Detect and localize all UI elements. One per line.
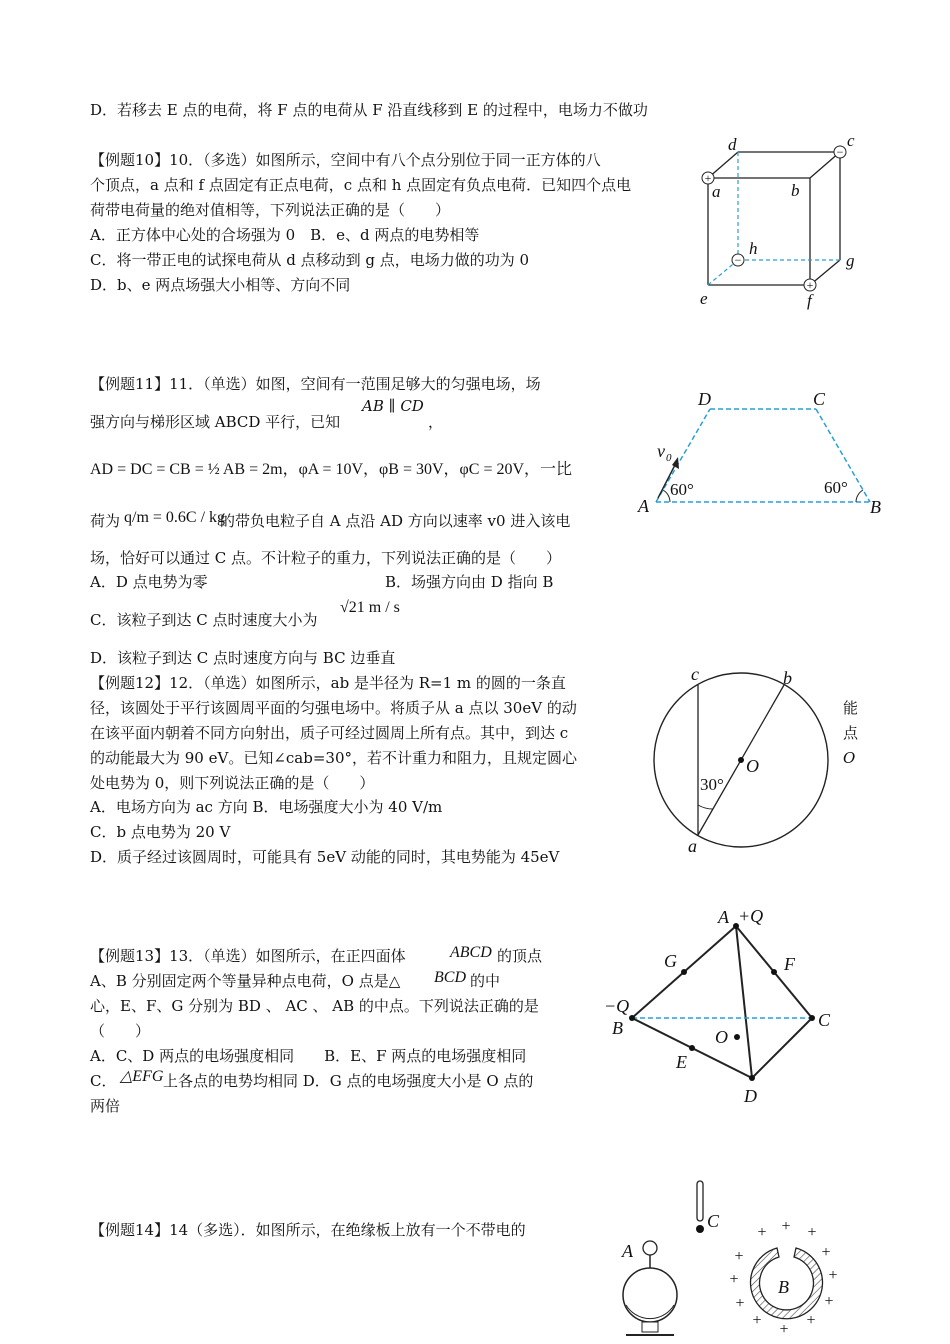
overflow-text: 点 <box>843 724 859 742</box>
option-line: D．b、e 两点场强大小相等、方向不同 <box>90 276 351 294</box>
option-line: A．电场方向为 ac 方向 B．电场强度大小为 40 V/m <box>90 798 443 816</box>
plus-charge-icon: + <box>807 1224 817 1241</box>
vertex-label: B <box>870 497 881 517</box>
text-line: 强方向与梯形区域 ABCD 平行，已知 <box>90 413 341 431</box>
rod-C <box>697 1181 703 1221</box>
text-line: 的中 <box>470 972 501 990</box>
center-point <box>738 757 744 763</box>
label-A: A <box>622 1241 633 1261</box>
midpoint-F <box>771 969 777 975</box>
minus-charge-icon: − <box>734 253 742 267</box>
plus-charge-icon: + <box>757 1224 767 1241</box>
option-line: 两倍 <box>90 1097 121 1115</box>
option-line: D．该粒子到达 C 点时速度方向与 BC 边垂直 <box>90 649 396 667</box>
text-line: 在该平面内朝着不同方向射出，质子可经过圆周上所有点。其中，到达 c <box>90 724 569 742</box>
option-line: A．D 点电势为零 <box>90 573 208 591</box>
vertex-label: c <box>847 131 855 150</box>
vertex-label: A <box>718 907 729 927</box>
vertex-label: b <box>791 181 800 200</box>
label-C: C <box>707 1211 720 1231</box>
option-line: C．该粒子到达 C 点时速度大小为 <box>90 611 318 629</box>
point-label: a <box>688 836 697 856</box>
text-line: 径，该圆处于平行该圆周平面的匀强电场中。将质子从 a 点以 30eV 的动 <box>90 699 577 717</box>
point-label: O <box>746 756 759 776</box>
electroscope-figure <box>600 1175 850 1344</box>
text-line: ， <box>428 413 444 431</box>
point-label: E <box>676 1052 687 1072</box>
cube-figure <box>690 130 870 310</box>
tetrahedron-figure <box>600 900 845 1110</box>
label-B: B <box>778 1277 789 1297</box>
overflow-text: 能 <box>843 699 859 717</box>
text-line: 荷带电荷量的绝对值相等，下列说法正确的是（ ） <box>90 201 451 219</box>
overflow-text: O <box>843 749 856 767</box>
example-14-title: 【例题14】14（多选）．如图所示，在绝缘板上放有一个不带电的 <box>90 1221 526 1239</box>
math-expression: ABCD <box>450 944 492 961</box>
text-line: 荷为 <box>90 512 121 530</box>
point-label: G <box>664 951 677 971</box>
plus-charge-icon: + <box>779 1321 789 1338</box>
option-line: A．C、D 两点的电场强度相同 B．E、F 两点的电场强度相同 <box>90 1047 527 1065</box>
minus-charge-icon: − <box>836 145 844 159</box>
math-expression: BCD <box>434 969 466 986</box>
example-11-title: 【例题11】11．（单选）如图，空间有一范围足够大的匀强电场，场 <box>90 375 541 393</box>
example-10-title: 【例题10】10．（多选）如图所示，空间中有八个点分别位于同一正方体的八 <box>90 151 601 169</box>
trapezoid-figure <box>630 385 895 525</box>
charge-label: −Q <box>604 996 630 1016</box>
text-line: 心，E、F、G 分别为 BD 、 AC 、 AB 的中点。下列说法正确的是 <box>90 997 539 1015</box>
vertex-label: B <box>612 1018 623 1038</box>
plus-charge-icon: + <box>806 1312 816 1329</box>
plus-charge-icon: + <box>752 1312 762 1329</box>
text-line: 处电势为 0，则下列说法正确的是（ ） <box>90 774 375 792</box>
center-point <box>734 1034 740 1040</box>
option-line: A．正方体中心处的合场强为 0 B．e、d 两点的电势相等 <box>90 226 480 244</box>
example-13-title: 【例题13】13．（单选）如图所示，在正四面体 <box>90 947 406 965</box>
point-label: O <box>715 1027 728 1047</box>
math-expression: AD = DC = CB = ½ AB = 2m，φA = 10V，φB = 30V，φC = 20V，一比 <box>90 461 573 478</box>
vertex-label: d <box>728 135 737 154</box>
option-line: 上各点的电势均相同 D．G 点的电场强度大小是 O 点的 <box>163 1072 534 1090</box>
text-line: A、B 分别固定两个等量异种点电荷，O 点是△ <box>90 972 401 990</box>
plus-charge-icon: + <box>828 1267 838 1284</box>
vertex-label: C <box>813 389 826 409</box>
plus-charge-icon: + <box>704 171 712 185</box>
text-line: （ ） <box>90 1022 151 1040</box>
plus-charge-icon: + <box>734 1248 744 1265</box>
text-line: 的顶点 <box>497 947 543 965</box>
math-expression: √21 m / s <box>340 599 400 616</box>
vertex-label: f <box>807 291 812 310</box>
example-12-title: 【例题12】12．（单选）如图所示，ab 是半径为 R=1 m 的圆的一条直 <box>90 674 566 692</box>
math-expression: △EFG <box>120 1068 164 1085</box>
arrowhead-icon <box>672 457 679 469</box>
midpoint-E <box>689 1045 695 1051</box>
plus-charge-icon: + <box>729 1271 739 1288</box>
circle-figure <box>645 660 845 860</box>
plus-charge-icon: + <box>781 1218 791 1235</box>
angle-label: 60° <box>670 480 694 499</box>
point-label: c <box>691 664 699 684</box>
plus-charge-icon: + <box>735 1295 745 1312</box>
option-line: C．b 点电势为 20 V <box>90 823 231 841</box>
charge-label: +Q <box>738 906 764 926</box>
angle-label: 60° <box>824 478 848 497</box>
option-line: C．将一带正电的试探电荷从 d 点移动到 g 点，电场力做的功为 0 <box>90 251 530 269</box>
text-line: 个顶点，a 点和 f 点固定有正点电荷，c 点和 h 点固定有负点电荷．已知四个点电 <box>90 176 632 194</box>
option-line: D．质子经过该圆周时，可能具有 5eV 动能的同时，其电势能为 45eV <box>90 848 560 866</box>
option-line: C． <box>90 1072 117 1090</box>
vertex-label: C <box>818 1010 831 1030</box>
option-line: B．场强方向由 D 指向 B <box>385 573 554 591</box>
point-label: b <box>783 668 792 688</box>
vertex-label: A <box>638 496 649 516</box>
velocity-label: v <box>657 441 665 461</box>
point-label: F <box>784 954 795 974</box>
plus-charge-icon: + <box>824 1293 834 1310</box>
vertex-label: h <box>749 239 758 258</box>
text-line: 场，恰好可以通过 C 点。不计粒子的重力，下列说法正确的是（ ） <box>90 549 562 567</box>
text-line: 的带负电粒子自 A 点沿 AD 方向以速率 v0 进入该电 <box>220 512 571 530</box>
angle-label: 30° <box>700 775 724 794</box>
plus-charge-icon: + <box>821 1244 831 1261</box>
math-expression: q/m = 0.6C / kg <box>124 509 226 526</box>
vertex-label: D <box>744 1086 757 1106</box>
vertex-label: e <box>700 289 708 308</box>
text-line: 的动能最大为 90 eV。已知∠cab=30°，若不计重力和阻力，且规定圆心 <box>90 749 578 767</box>
midpoint-G <box>681 969 687 975</box>
velocity-subscript: 0 <box>666 452 672 464</box>
vertex-label: g <box>846 251 855 270</box>
math-expression: AB ∥ CD <box>362 397 424 415</box>
plus-charge-icon: + <box>806 278 814 292</box>
text-line: D．若移去 E 点的电荷，将 F 点的电荷从 F 沿直线移到 E 的过程中，电场力不做功 <box>90 101 648 119</box>
vertex-label: D <box>698 389 711 409</box>
vertex-label: a <box>712 182 721 201</box>
